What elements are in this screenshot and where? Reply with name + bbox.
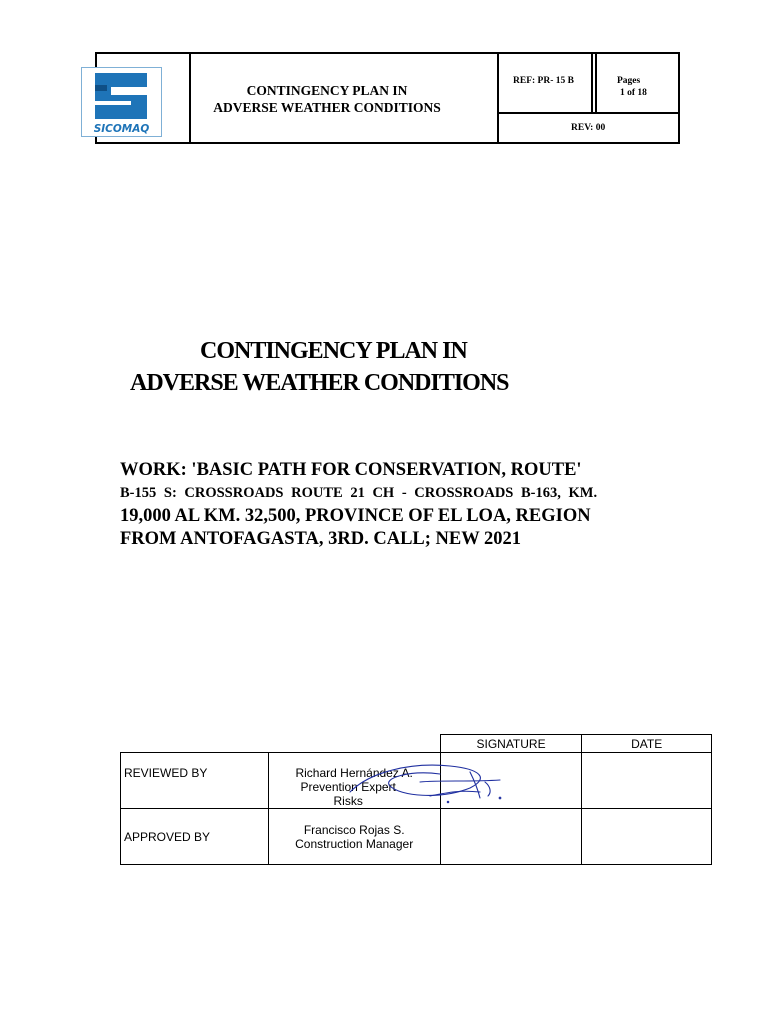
- document-title-line2: ADVERSE WEATHER CONDITIONS: [130, 370, 509, 396]
- header-divider: [595, 54, 597, 112]
- header-divider: [497, 54, 499, 142]
- document-title-line1: CONTINGENCY PLAN IN: [200, 338, 467, 364]
- header-divider: [189, 54, 191, 142]
- pages-value: 1 of 18: [620, 88, 647, 98]
- date-column-header: DATE: [582, 735, 712, 753]
- pages-label: Pages: [617, 76, 641, 86]
- svg-text:SICOMAQ: SICOMAQ: [93, 123, 150, 135]
- role-approved: APPROVED BY: [121, 809, 269, 865]
- approver-name: Francisco Rojas S.: [303, 822, 405, 837]
- approver-date-cell: [582, 809, 712, 865]
- table-row: [121, 809, 712, 865]
- revision: REV: 00: [571, 123, 606, 133]
- reviewer-date-cell: [582, 753, 712, 809]
- role-reviewed: REVIEWED BY: [121, 753, 269, 809]
- reviewer-department: Risks: [333, 794, 363, 808]
- approver-position: Construction Manager: [295, 836, 414, 851]
- header-title-line1: CONTINGENCY PLAN IN: [246, 83, 408, 98]
- approver-name-cell: [268, 809, 440, 865]
- work-line-3: 19,000 AL KM. 32,500, PROVINCE OF EL LOA, REGION: [120, 506, 591, 526]
- approver-signature-cell: [440, 809, 582, 865]
- reviewer-name: Richard Hernández A.: [295, 766, 413, 780]
- header-title: [192, 82, 462, 116]
- company-logo: [81, 67, 162, 137]
- reviewer-position: Prevention Expert: [300, 780, 396, 794]
- work-line-1: WORK: 'BASIC PATH FOR CONSERVATION, ROUTE': [120, 460, 582, 480]
- work-line-2: B-155 S: CROSSROADS ROUTE 21 CH - CROSSROADS B-163, KM.: [120, 485, 598, 501]
- handwritten-signature: [330, 752, 530, 812]
- header-divider: [591, 54, 593, 112]
- signature-column-header: SIGNATURE: [440, 735, 582, 753]
- work-line-4: FROM ANTOFAGASTA, 3RD. CALL; NEW 2021: [120, 529, 522, 549]
- ref-code: REF: PR- 15 B: [513, 76, 574, 86]
- header-divider: [497, 112, 678, 114]
- header-title-line2: ADVERSE WEATHER CONDITIONS: [213, 100, 441, 115]
